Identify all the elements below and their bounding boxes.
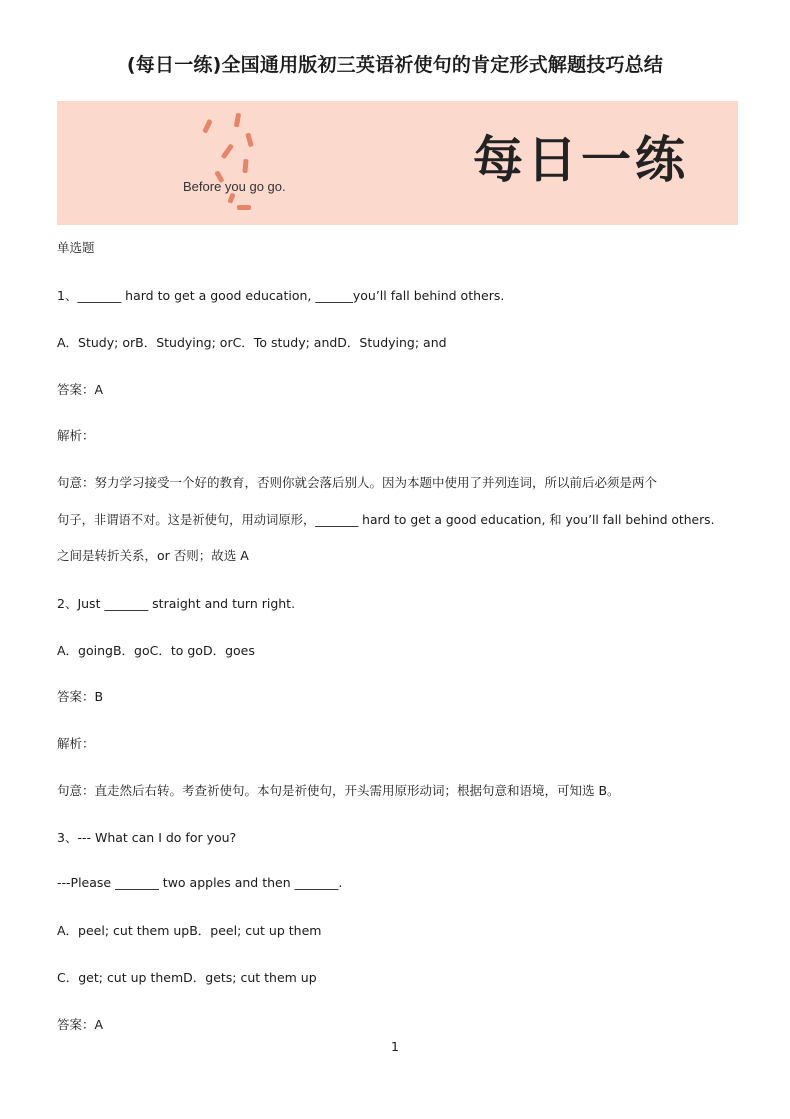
question-3-options-2: C．get; cut up themD．gets; cut them up (57, 970, 317, 985)
banner-decoration (57, 101, 738, 225)
question-1-options: A．Study; orB．Studying; orC．To study; andD．Studying; and (57, 335, 447, 350)
question-1-analysis-line-2: 句子，非谓语不对。这是祈使句，用动词原形，_______ hard to get a good education, 和 you’ll fall behind others. (57, 513, 715, 527)
banner (57, 101, 738, 225)
question-3-answer: 答案：A (57, 1017, 104, 1032)
page-number: 1 (391, 1039, 399, 1054)
question-1-analysis-line-1: 句意：努力学习接受一个好的教育，否则你就会落后别人。因为本题中使用了并列连词，所以前后必须是两个 (57, 475, 658, 490)
banner-brand: 每日一练 (473, 131, 689, 189)
question-2-stem: 2、Just _______ straight and turn right. (57, 596, 296, 611)
question-1-analysis-line-3: 之间是转折关系，or 否则；故选 A (57, 548, 249, 563)
section-heading: 单选题 (57, 240, 95, 255)
question-3-stem: 3、--- What can I do for you? (57, 830, 237, 845)
question-2-analysis-line-1: 句意：直走然后右转。考查祈使句。本句是祈使句，开头需用原形动词；根据句意和语境，可知选 B。 (57, 783, 620, 798)
question-2-options: A．goingB．goC．to goD．goes (57, 643, 255, 658)
page-title: (每日一练)全国通用版初三英语祈使句的肯定形式解题技巧总结 (126, 54, 664, 76)
question-1-answer: 答案：A (57, 382, 104, 397)
banner-tagline: Before you go go. (183, 179, 286, 194)
question-3-stem-2: ---Please _______ two apples and then _______. (57, 875, 343, 890)
question-1-stem: 1、_______ hard to get a good education, ______you’ll fall behind others. (57, 288, 505, 303)
question-3-options-1: A．peel; cut them upB．peel; cut up them (57, 923, 322, 938)
question-2-analysis-label: 解析： (57, 736, 95, 751)
question-1-analysis-label: 解析： (57, 428, 95, 443)
question-2-answer: 答案：B (57, 689, 104, 704)
